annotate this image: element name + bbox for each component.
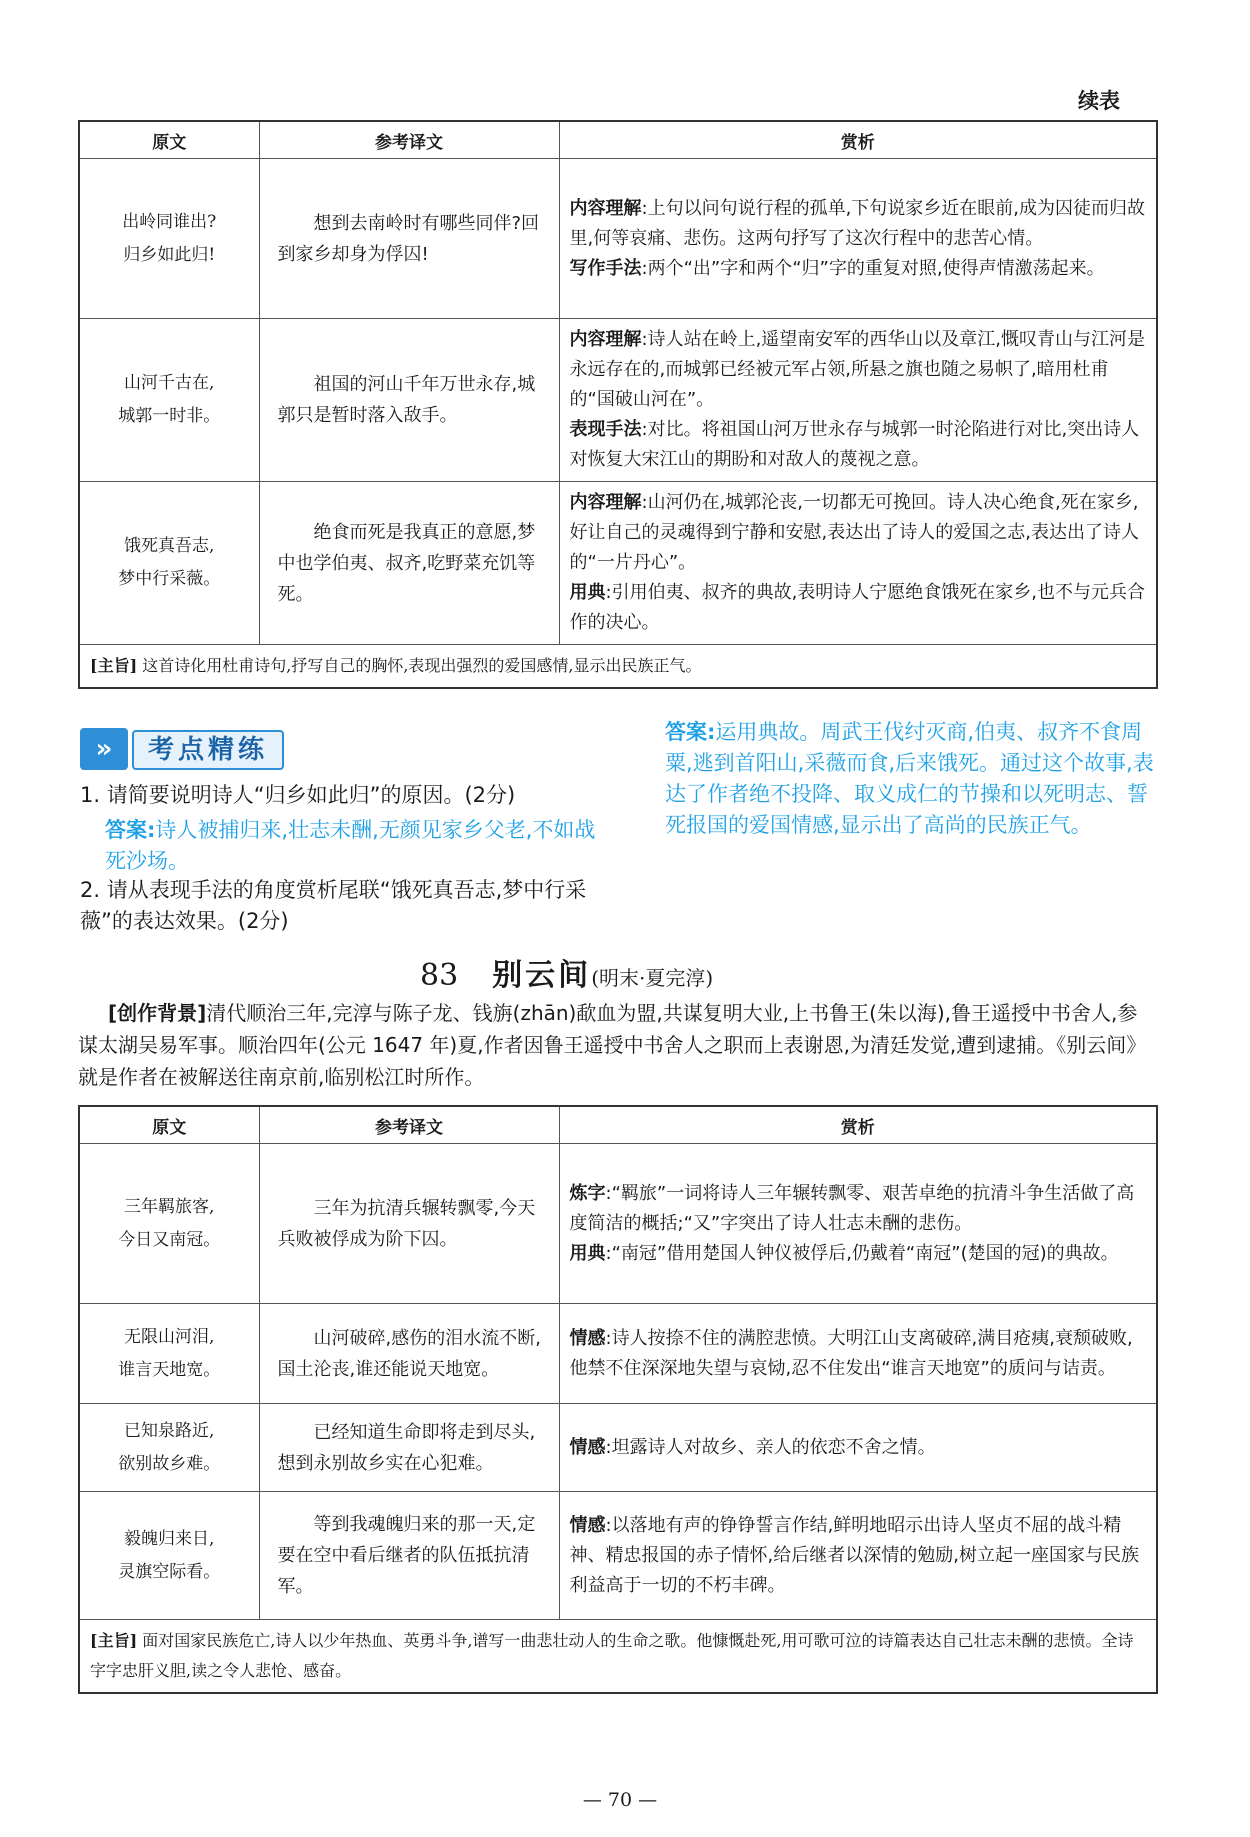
theme-cell [79,1620,1157,1694]
analysis-text: :两个“出”字和两个“归”字的重复对照,使得声情激荡起来。 [641,257,1105,279]
translation-cell: 已经知道生命即将走到尽头,想到永别故乡实在心犯难。 [259,1404,559,1492]
exercise-section-title: 考点精练 [132,730,284,770]
table-header-row [79,1106,1157,1144]
analysis-cell [559,1492,1157,1620]
continued-label: 续表 [1078,89,1120,113]
analysis-text: :对比。将祖国山河万世永存与城郭一时沦陷进行对比,突出诗人对恢复大宋江山的期盼和对敌人的蔑视之意。 [569,419,1140,470]
header-original: 原文 [79,1106,259,1144]
table-row [79,319,1157,482]
analysis-label: 情感 [569,1514,606,1536]
analysis-text: :坦露诗人对故乡、亲人的依恋不舍之情。 [605,1436,936,1458]
poem-name: 别云间 [492,958,592,993]
header-translation: 参考译文 [259,121,559,159]
analysis-table-2 [78,1105,1158,1694]
background-text: 清代顺治三年,完淳与陈子龙、钱旃(zhān)歃血为盟,共谋复明大业,上书鲁王(朱以海),鲁王遥授中书舍人,参谋太湖吴易军事。顺治四年(公元 1647 年)夏,作者因鲁王遥授中书舍人之职而上表谢恩,为清廷发觉,遭到逮捕。《别云间》就是作者在被解送往南京前,临别松江时所作。 [78,1001,1147,1089]
answer-text: 诗人被捕归来,壮志未酬,无颜见家乡父老,不如战死沙场。 [105,818,596,873]
analysis-cell [559,1404,1157,1492]
original-cell [79,159,259,319]
background-label: [创作背景] [108,1001,207,1025]
page-number: — 70 — [582,1789,658,1811]
translation-cell: 山河破碎,感伤的泪水流不断,国土沦丧,谁还能说天地宽。 [259,1304,559,1404]
answer-1 [105,815,605,877]
analysis-cell [559,1304,1157,1404]
original-line: 三年羁旅客, [124,1196,215,1217]
table-row [79,1304,1157,1404]
creation-background [78,997,1156,1093]
poem-author: (明末·夏完淳) [591,966,714,990]
header-translation: 参考译文 [259,1106,559,1144]
poem-title [420,950,713,994]
analysis-cell [559,1144,1157,1304]
exercise-section-header [80,728,290,770]
analysis-label: 表现手法 [569,419,642,440]
analysis-text: :诗人按捺不住的满腔悲愤。大明江山支离破碎,满目疮痍,衰颓破败,他禁不住深深地失望与哀恸,忍不住发出“谁言天地宽”的质问与诘责。 [569,1327,1133,1379]
analysis-label: 内容理解 [569,492,642,513]
original-line: 已知泉路近, [124,1420,215,1441]
translation-cell: 想到去南岭时有哪些同伴?回到家乡却身为俘囚! [259,159,559,319]
original-line: 谁言天地宽。 [118,1359,221,1380]
analysis-label: 内容理解 [569,197,642,219]
analysis-text: :引用伯夷、叔齐的典故,表明诗人宁愿绝食饿死在家乡,也不与元兵合作的决心。 [569,582,1146,633]
analysis-text: :“南冠”借用楚国人钟仪被俘后,仍戴着“南冠”(楚国的冠)的典故。 [605,1242,1119,1264]
answer-2 [665,717,1165,841]
analysis-label: 情感 [569,1327,606,1349]
translation-cell: 祖国的河山千年万世永存,城郭只是暂时落入敌手。 [259,319,559,482]
double-chevron-icon: » [80,728,128,770]
original-line: 欲别故乡难。 [118,1453,221,1474]
original-line: 毅魄归来日, [124,1528,215,1549]
theme-row [79,1620,1157,1694]
analysis-text: :“羁旅”一词将诗人三年辗转飘零、艰苦卓绝的抗清斗争生活做了高度简洁的概括;“又”字突出了诗人壮志未酬的悲伤。 [569,1182,1135,1234]
original-cell [79,1144,259,1304]
table-row [79,1144,1157,1304]
question-1: 1. 请简要说明诗人“归乡如此归”的原因。(2分) [80,783,516,807]
analysis-cell [559,482,1157,645]
original-cell [79,482,259,645]
theme-cell [79,645,1157,689]
translation-cell: 绝食而死是我真正的意愿,梦中也学伯夷、叔齐,吃野菜充饥等死。 [259,482,559,645]
analysis-label: 用典 [569,1242,606,1264]
table-row [79,1492,1157,1620]
original-line: 出岭同谁出? [122,211,217,232]
analysis-cell [559,159,1157,319]
original-line: 城郭一时非。 [118,406,221,426]
table-row [79,159,1157,319]
original-line: 灵旗空际看。 [118,1561,221,1582]
translation-cell: 等到我魂魄归来的那一天,定要在空中看后继者的队伍抵抗清军。 [259,1492,559,1620]
poem-number: 83 [420,958,459,993]
analysis-label: 写作手法 [569,257,642,279]
answer-label: 答案: [665,720,716,744]
analysis-label: 用典 [569,582,606,603]
translation-cell: 三年为抗清兵辗转飘零,今天兵败被俘成为阶下囚。 [259,1144,559,1304]
analysis-table-1 [78,120,1158,689]
analysis-text: :上句以问句说行程的孤单,下句说家乡近在眼前,成为囚徒而归故里,何等哀痛、悲伤。这两句抒写了这次行程中的悲苦心情。 [569,197,1146,249]
analysis-text: :以落地有声的铮铮誓言作结,鲜明地昭示出诗人坚贞不屈的战斗精神、精忠报国的赤子情怀,给后继者以深情的勉励,树立起一座国家与民族利益高于一切的不朽丰碑。 [569,1514,1139,1596]
analysis-text: :诗人站在岭上,遥望南安军的西华山以及章江,慨叹青山与江河是永远存在的,而城郭已经被元军占领,所悬之旗也随之易帜了,暗用杜甫的“国破山河在”。 [569,329,1146,410]
question-2: 2. 请从表现手法的角度赏析尾联“饿死真吾志,梦中行采薇”的表达效果。(2分) [80,878,587,933]
theme-label: [主旨] [90,656,138,675]
theme-label: [主旨] [90,1631,138,1650]
original-cell [79,1492,259,1620]
header-analysis: 赏析 [559,1106,1157,1144]
original-line: 无限山河泪, [124,1326,215,1347]
original-line: 山河千古在, [124,373,215,393]
analysis-label: 情感 [569,1436,606,1458]
analysis-cell [559,319,1157,482]
original-line: 归乡如此归! [123,244,216,265]
original-cell [79,1404,259,1492]
header-analysis: 赏析 [559,121,1157,159]
analysis-text: :山河仍在,城郭沦丧,一切都无可挽回。诗人决心绝食,死在家乡,好让自己的灵魂得到宁静和安慰,表达出了诗人的爱国之志,表达出了诗人的“一片丹心”。 [569,492,1139,573]
original-line: 饿死真吾志, [124,536,215,556]
theme-text: 面对国家民族危亡,诗人以少年热血、英勇斗争,谱写一曲悲壮动人的生命之歌。他慷慨赴死,用可歌可泣的诗篇表达自己壮志未酬的悲愤。全诗字字忠肝义胆,读之令人悲怆、感奋。 [90,1631,1134,1680]
original-line: 梦中行采薇。 [118,569,221,589]
table-row [79,1404,1157,1492]
theme-row [79,645,1157,689]
table-header-row [79,121,1157,159]
original-line: 今日又南冠。 [118,1229,221,1250]
answer-text: 运用典故。周武王伐纣灭商,伯夷、叔齐不食周粟,逃到首阳山,采薇而食,后来饿死。通过这个故事,表达了作者绝不投降、取义成仁的节操和以死明志、誓死报国的爱国情感,显示出了高尚的民族正气。 [665,720,1154,837]
original-cell [79,1304,259,1404]
header-original: 原文 [79,121,259,159]
analysis-label: 炼字 [569,1182,606,1204]
answer-label: 答案: [105,818,156,842]
theme-text: 这首诗化用杜甫诗句,抒写自己的胸怀,表现出强烈的爱国感情,显示出民族正气。 [142,656,702,675]
analysis-label: 内容理解 [569,329,642,350]
original-cell [79,319,259,482]
table-row [79,482,1157,645]
